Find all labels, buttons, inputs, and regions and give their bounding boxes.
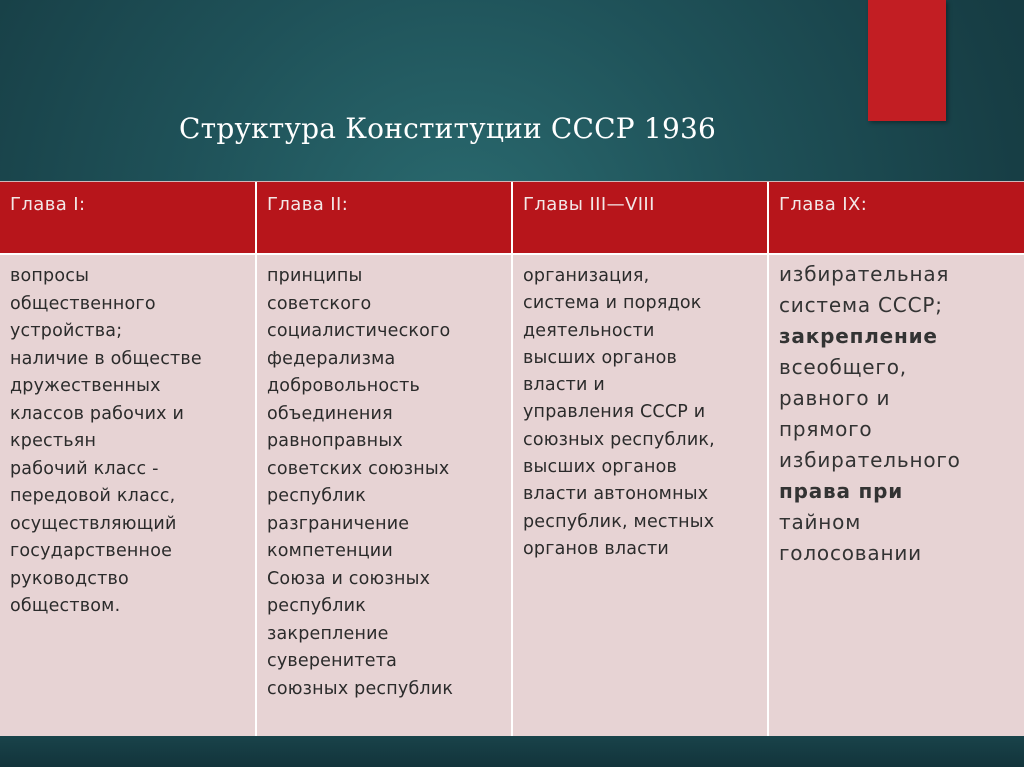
cell-line: республик, местных: [523, 511, 715, 532]
cell-line: принципы: [267, 266, 363, 286]
header-chapter-1: Глава I:: [0, 182, 256, 254]
accent-bar: [868, 0, 946, 121]
header-chapter-2: Глава II:: [256, 182, 512, 254]
cell-line: общественного: [10, 293, 156, 314]
cell-chapter-9: [768, 254, 1024, 737]
cell-line-emphasis: права при: [779, 479, 904, 503]
cell-line: деятельности: [523, 320, 655, 341]
cell-line: разграничение: [267, 513, 410, 534]
cell-line: федерализма: [267, 348, 396, 369]
cell-line: добровольность: [267, 376, 421, 396]
cell-line: объединения: [267, 403, 393, 424]
cell-chapter-2: [256, 254, 512, 737]
cell-line: равноправных: [267, 431, 403, 451]
cell-line: суверенитета: [267, 651, 398, 671]
cell-line: высших органов: [523, 457, 678, 478]
table-header-row: [0, 182, 1024, 254]
cell-line: система СССР;: [779, 293, 943, 317]
cell-line: организация,: [523, 266, 650, 286]
cell-line: дружественных: [10, 376, 161, 396]
header-chapter-9: Глава IX:: [768, 182, 1024, 254]
table-row: [0, 254, 1024, 737]
cell-line: закрепление: [267, 623, 389, 644]
cell-line: классов рабочих и: [10, 403, 185, 424]
cell-line: республик: [267, 596, 367, 616]
cell-line: органов власти: [523, 538, 669, 559]
cell-line: равного и: [779, 386, 891, 410]
cell-line: Союза и союзных: [267, 568, 431, 589]
cell-line: государственное: [10, 541, 173, 561]
cell-line: избирательная: [779, 262, 950, 286]
cell-line: власти и: [523, 375, 605, 396]
cell-line: обществом.: [10, 596, 121, 616]
cell-line: республик: [267, 486, 367, 506]
cell-line: прямого: [779, 417, 873, 441]
cell-line: советских союзных: [267, 458, 450, 479]
cell-chapters-3-8: [512, 254, 768, 737]
cell-line: всеобщего,: [779, 355, 907, 379]
slide-title: Структура Конституции СССР 1936: [179, 112, 716, 145]
cell-line: союзных республик: [267, 678, 454, 699]
cell-line: власти автономных: [523, 484, 709, 505]
header-chapters-3-8: Главы III—VIII: [512, 182, 768, 254]
structure-table: [0, 182, 1024, 737]
cell-line: осуществляющий: [10, 513, 177, 534]
cell-line: управления СССР и: [523, 402, 706, 423]
cell-line: советского: [267, 293, 372, 314]
cell-line: система и порядок: [523, 293, 702, 314]
constitution-table: [0, 181, 1024, 737]
cell-chapter-1: [0, 254, 256, 737]
cell-line: рабочий класс -: [10, 458, 159, 479]
cell-line: союзных республик,: [523, 429, 715, 450]
cell-line: социалистического: [267, 321, 451, 341]
cell-line-emphasis: закрепление: [779, 324, 938, 348]
cell-line: вопросы: [10, 266, 90, 286]
cell-line: руководство: [10, 568, 129, 589]
cell-line: голосовании: [779, 541, 922, 565]
cell-line: передовой класс,: [10, 486, 176, 506]
cell-line: крестьян: [10, 431, 97, 451]
cell-line: наличие в обществе: [10, 348, 202, 369]
cell-line: устройства;: [10, 321, 123, 341]
cell-line: тайном: [779, 510, 862, 534]
cell-line: высших органов: [523, 347, 678, 368]
bottom-strip: [0, 736, 1024, 767]
cell-line: избирательного: [779, 448, 961, 472]
cell-line: компетенции: [267, 541, 393, 561]
